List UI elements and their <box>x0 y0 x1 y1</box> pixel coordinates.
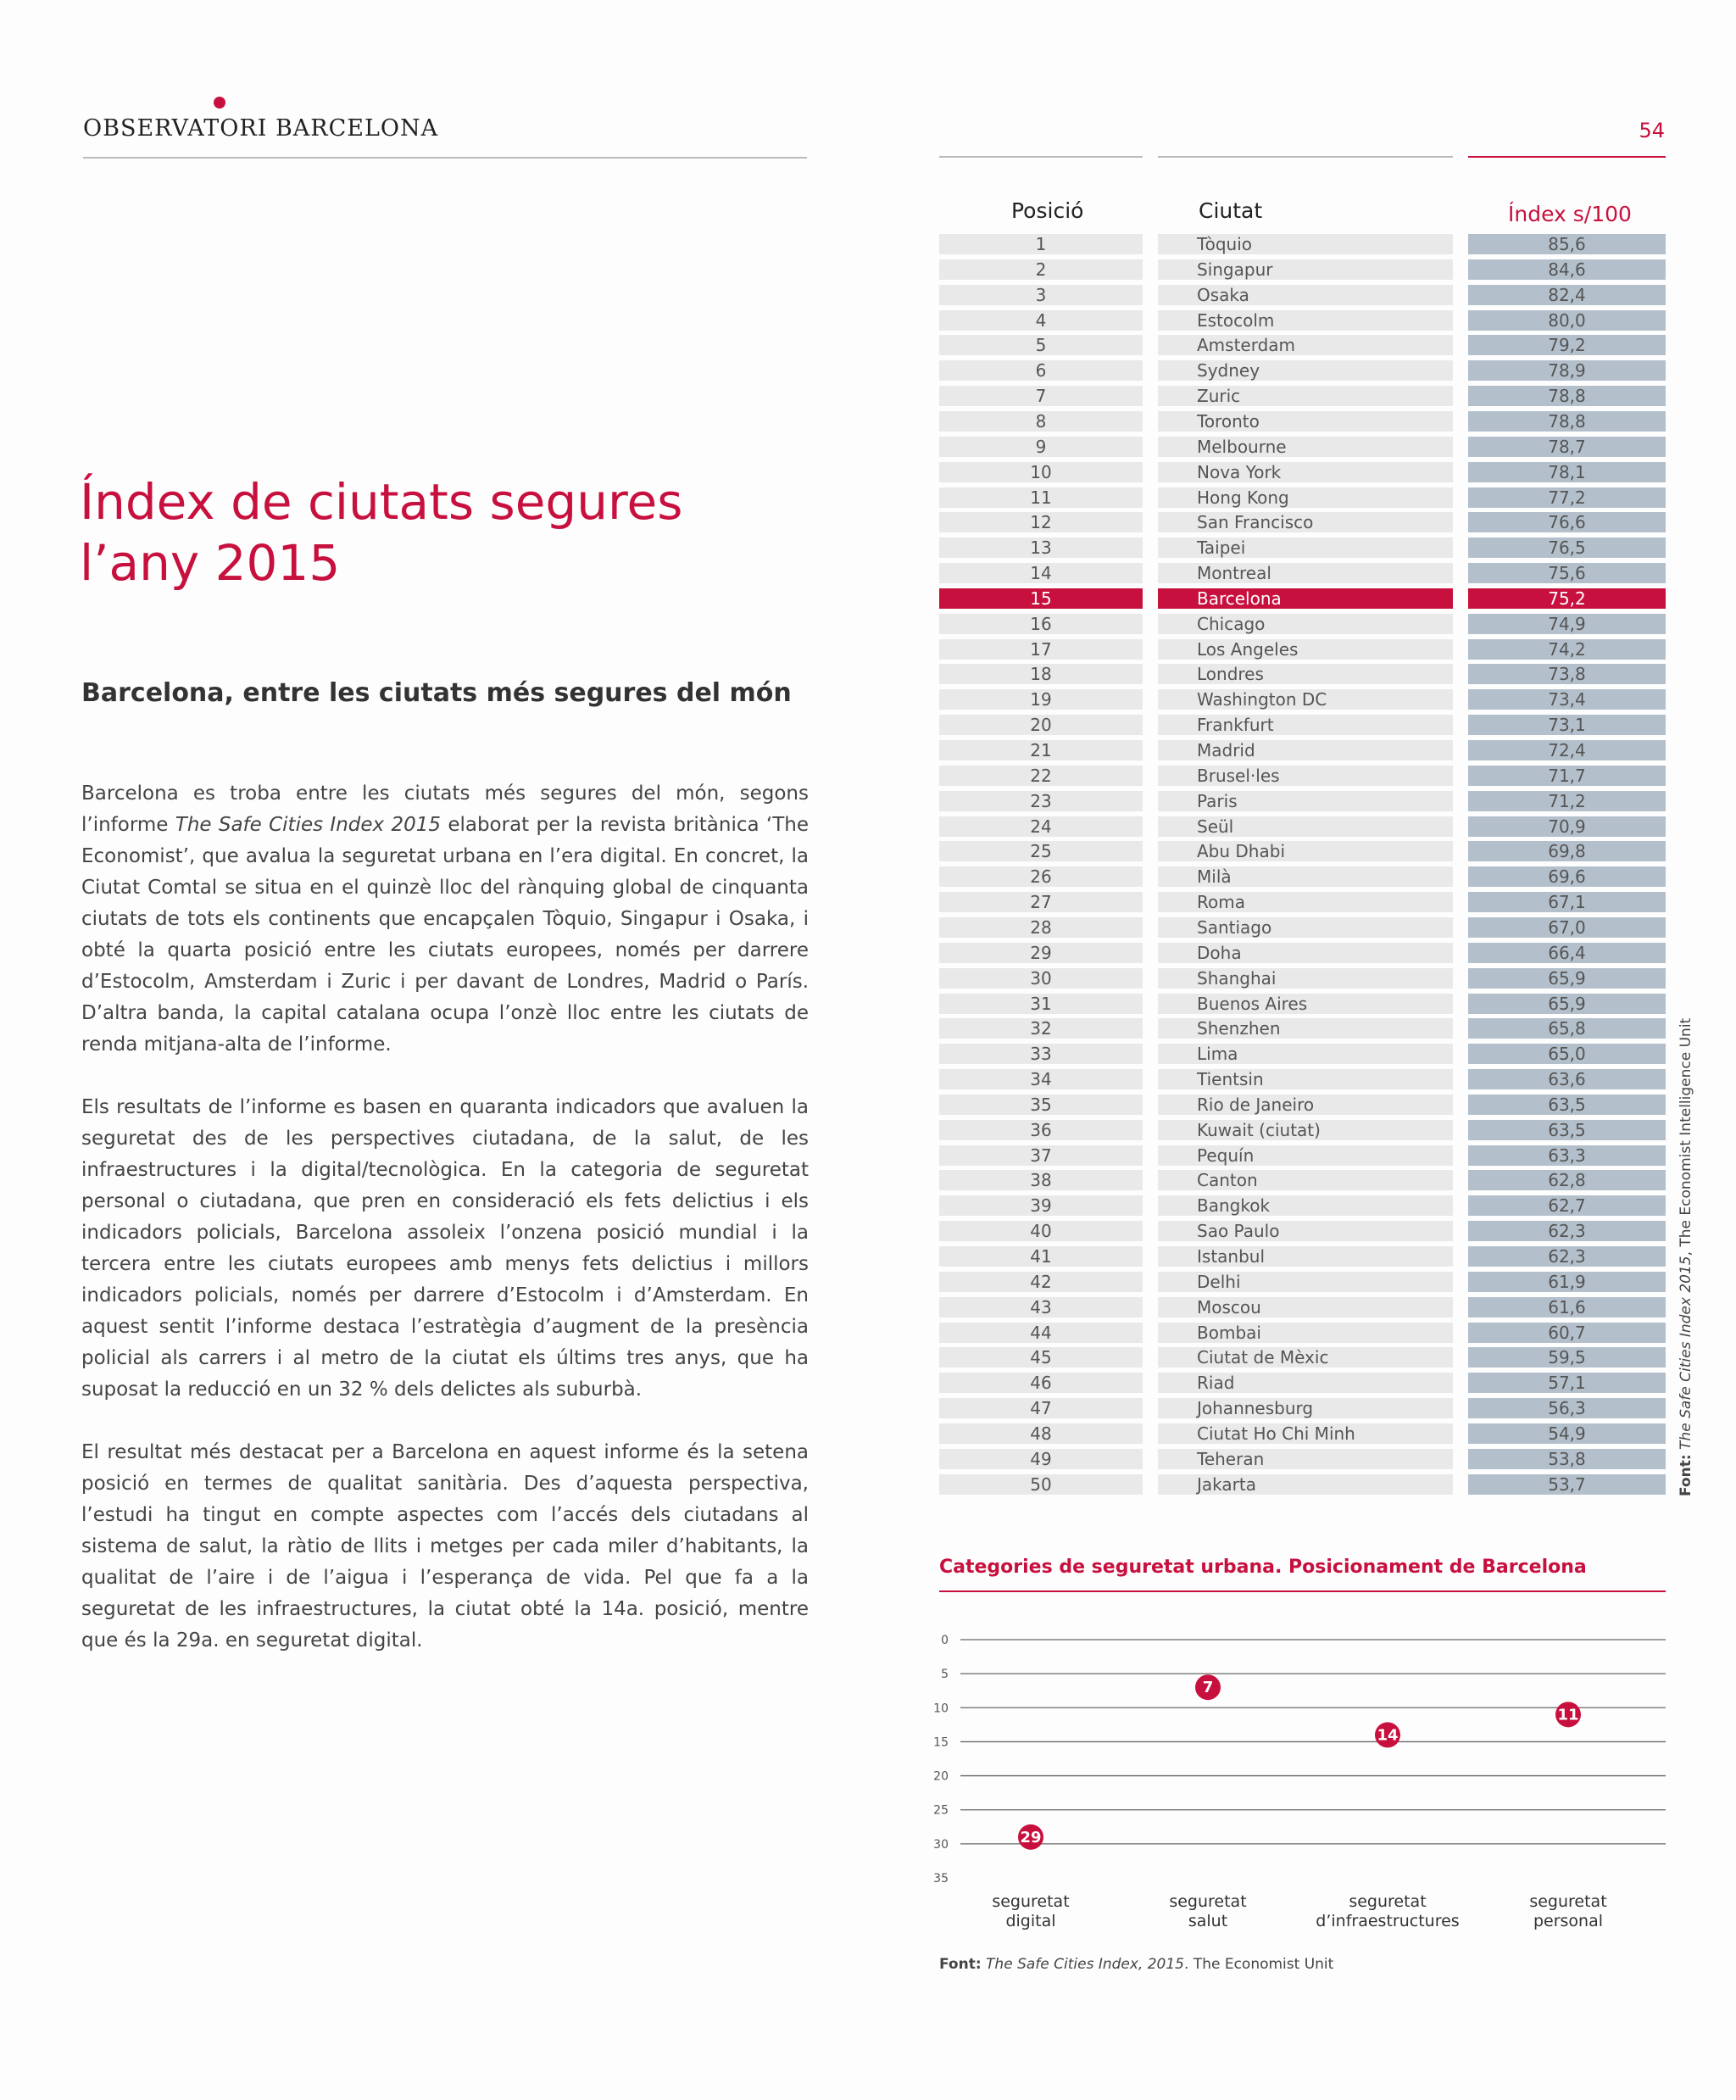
data-point-label: 11 <box>1557 1706 1579 1724</box>
city-cell: Pequín <box>1158 1145 1453 1166</box>
x-category-label: seguretat d’infraestructures <box>1316 1892 1460 1930</box>
table-row <box>0 614 1736 634</box>
rank-cell: 37 <box>939 1145 1143 1166</box>
table-row <box>0 1323 1736 1343</box>
index-cell: 78,1 <box>1468 462 1666 482</box>
column-rule-index <box>1468 156 1666 158</box>
table-row <box>0 791 1736 811</box>
table-row <box>0 1347 1736 1368</box>
city-cell: Los Angeles <box>1158 639 1453 660</box>
city-cell: Santiago <box>1158 917 1453 938</box>
rank-cell: 33 <box>939 1044 1143 1064</box>
table-row <box>0 1120 1736 1140</box>
rank-cell: 6 <box>939 360 1143 381</box>
index-cell: 69,6 <box>1468 866 1666 887</box>
table-row <box>0 639 1736 660</box>
city-cell: Nova York <box>1158 462 1453 482</box>
city-cell: Toronto <box>1158 411 1453 432</box>
city-cell: Taipei <box>1158 538 1453 558</box>
header-position: Posició <box>1011 198 1084 223</box>
city-cell: Barcelona <box>1158 588 1453 609</box>
table-row <box>0 437 1736 457</box>
page-number: 54 <box>1639 119 1665 142</box>
index-cell: 62,3 <box>1468 1246 1666 1267</box>
index-cell: 77,2 <box>1468 487 1666 508</box>
rank-cell: 35 <box>939 1095 1143 1115</box>
table-row <box>0 1373 1736 1393</box>
index-cell: 62,3 <box>1468 1221 1666 1241</box>
x-category-label: seguretat salut <box>1169 1892 1247 1930</box>
index-cell: 69,8 <box>1468 841 1666 861</box>
y-tick-label: 35 <box>933 1872 949 1886</box>
data-point-label: 14 <box>1377 1726 1399 1745</box>
logo: OBSERVATORI BARCELONA <box>83 115 439 142</box>
city-cell: Bangkok <box>1158 1195 1453 1216</box>
index-cell: 75,6 <box>1468 563 1666 583</box>
table-row <box>0 968 1736 989</box>
city-cell: Johannesburg <box>1158 1398 1453 1418</box>
y-tick-label: 30 <box>933 1837 949 1852</box>
logo-dot <box>214 97 225 109</box>
table-row <box>0 1398 1736 1418</box>
city-cell: Singapur <box>1158 259 1453 280</box>
index-cell: 78,8 <box>1468 411 1666 432</box>
index-cell: 60,7 <box>1468 1323 1666 1343</box>
index-cell: 53,8 <box>1468 1449 1666 1469</box>
rank-cell: 42 <box>939 1272 1143 1292</box>
city-cell: Ciutat Ho Chi Minh <box>1158 1423 1453 1444</box>
rank-cell: 20 <box>939 715 1143 735</box>
index-cell: 73,1 <box>1468 715 1666 735</box>
city-cell: Paris <box>1158 791 1453 811</box>
index-cell: 61,9 <box>1468 1272 1666 1292</box>
table-row <box>0 360 1736 381</box>
city-cell: Doha <box>1158 943 1453 963</box>
index-cell: 65,8 <box>1468 1018 1666 1039</box>
city-cell: Zuric <box>1158 386 1453 406</box>
city-cell: Frankfurt <box>1158 715 1453 735</box>
column-rule-position <box>939 156 1143 158</box>
city-cell: Teheran <box>1158 1449 1453 1469</box>
data-point-label: 29 <box>1020 1828 1042 1847</box>
index-cell: 63,3 <box>1468 1145 1666 1166</box>
index-cell: 59,5 <box>1468 1347 1666 1368</box>
index-cell: 67,0 <box>1468 917 1666 938</box>
rank-cell: 2 <box>939 259 1143 280</box>
rank-cell: 44 <box>939 1323 1143 1343</box>
y-tick-label: 10 <box>933 1702 949 1716</box>
index-cell: 84,6 <box>1468 259 1666 280</box>
index-cell: 54,9 <box>1468 1423 1666 1444</box>
y-tick-label: 15 <box>933 1735 949 1750</box>
y-tick-label: 0 <box>941 1634 949 1647</box>
table-row <box>0 1145 1736 1166</box>
city-cell: Seül <box>1158 816 1453 837</box>
rank-cell: 27 <box>939 892 1143 912</box>
rank-cell: 48 <box>939 1423 1143 1444</box>
index-cell: 62,7 <box>1468 1195 1666 1216</box>
city-cell: Ciutat de Mèxic <box>1158 1347 1453 1368</box>
table-row <box>0 386 1736 406</box>
city-cell: Lima <box>1158 1044 1453 1064</box>
table-row <box>0 917 1736 938</box>
rank-cell: 3 <box>939 285 1143 305</box>
city-cell: Hong Kong <box>1158 487 1453 508</box>
rank-cell: 47 <box>939 1398 1143 1418</box>
table-row <box>0 1423 1736 1444</box>
table-row <box>0 1246 1736 1267</box>
city-cell: Londres <box>1158 664 1453 684</box>
rank-cell: 43 <box>939 1297 1143 1317</box>
rank-cell: 17 <box>939 639 1143 660</box>
city-cell: Tòquio <box>1158 234 1453 254</box>
table-row <box>0 943 1736 963</box>
city-cell: Rio de Janeiro <box>1158 1095 1453 1115</box>
rank-cell: 9 <box>939 437 1143 457</box>
table-row <box>0 411 1736 432</box>
x-category-label: seguretat digital <box>992 1892 1070 1930</box>
table-row <box>0 1272 1736 1292</box>
table-row <box>0 1095 1736 1115</box>
table-row <box>0 715 1736 735</box>
table-row <box>0 310 1736 331</box>
y-tick-label: 25 <box>933 1803 949 1818</box>
chart-title: Categories de seguretat urbana. Posicionament de Barcelona <box>939 1557 1587 1578</box>
city-cell: Montreal <box>1158 563 1453 583</box>
header-index: Índex s/100 <box>1508 202 1632 226</box>
rank-cell: 19 <box>939 689 1143 710</box>
city-cell: Canton <box>1158 1170 1453 1190</box>
table-row <box>0 1297 1736 1317</box>
rank-cell: 36 <box>939 1120 1143 1140</box>
ranking-dot-chart <box>928 1624 1674 1937</box>
table-row <box>0 816 1736 837</box>
index-cell: 70,9 <box>1468 816 1666 837</box>
city-cell: Jakarta <box>1158 1474 1453 1495</box>
index-cell: 65,9 <box>1468 994 1666 1014</box>
city-cell: Washington DC <box>1158 689 1453 710</box>
rank-cell: 45 <box>939 1347 1143 1368</box>
rank-cell: 28 <box>939 917 1143 938</box>
city-cell: Delhi <box>1158 1272 1453 1292</box>
index-cell: 82,4 <box>1468 285 1666 305</box>
title-line-2: l’any 2015 <box>80 534 341 592</box>
index-cell: 73,4 <box>1468 689 1666 710</box>
index-cell: 78,7 <box>1468 437 1666 457</box>
data-point <box>1018 1824 1043 1850</box>
paragraph-2: Els resultats de l’informe es basen en quaranta indicadors que avaluen la seguretat des de les perspectives ciutadana, de la salut, de les infraestructures i la digital/tecnològica. En la categoria de seguretat personal o ciutadana, que pren en consideració els fets delictius i els indicadors policials, Barcelona assoleix l’onzena posició mundial i la tercera entre les ciutats europees amb menys fets delictius i millors indicadors policials, només per darrere d’Estocolm i d’Amsterdam. En aquest sentit l’informe destaca l’estratègia d’augment de la presència policial als carrers i al metro de la ciutat els últims tres anys, que ha suposat la reducció en un 32 % dels delictes als suburbà. <box>81 1096 809 1401</box>
rank-cell: 7 <box>939 386 1143 406</box>
rank-cell: 21 <box>939 740 1143 760</box>
city-cell: Estocolm <box>1158 310 1453 331</box>
rank-cell: 41 <box>939 1246 1143 1267</box>
table-row <box>0 1170 1736 1190</box>
table-row <box>0 841 1736 861</box>
index-cell: 65,9 <box>1468 968 1666 989</box>
city-cell: Bombai <box>1158 1323 1453 1343</box>
rank-cell: 11 <box>939 487 1143 508</box>
index-cell: 71,7 <box>1468 766 1666 786</box>
rank-cell: 18 <box>939 664 1143 684</box>
city-cell: Istanbul <box>1158 1246 1453 1267</box>
rank-cell: 50 <box>939 1474 1143 1495</box>
city-cell: Sao Paulo <box>1158 1221 1453 1241</box>
index-cell: 75,2 <box>1468 588 1666 609</box>
x-category-label: seguretat personal <box>1529 1892 1607 1930</box>
rank-cell: 26 <box>939 866 1143 887</box>
index-cell: 61,6 <box>1468 1297 1666 1317</box>
city-cell: Amsterdam <box>1158 335 1453 355</box>
rank-cell: 32 <box>939 1018 1143 1039</box>
table-row <box>0 740 1736 760</box>
rank-cell: 39 <box>939 1195 1143 1216</box>
index-cell: 56,3 <box>1468 1398 1666 1418</box>
index-cell: 57,1 <box>1468 1373 1666 1393</box>
table-row <box>0 1474 1736 1495</box>
table-row <box>0 512 1736 532</box>
rank-cell: 29 <box>939 943 1143 963</box>
city-cell: Abu Dhabi <box>1158 841 1453 861</box>
data-point <box>1195 1674 1221 1700</box>
rank-cell: 23 <box>939 791 1143 811</box>
y-tick-label: 5 <box>941 1668 949 1682</box>
index-cell: 76,5 <box>1468 538 1666 558</box>
index-cell: 73,8 <box>1468 664 1666 684</box>
table-row <box>0 1069 1736 1089</box>
table-row <box>0 664 1736 684</box>
table-row <box>0 563 1736 583</box>
rank-cell: 34 <box>939 1069 1143 1089</box>
city-cell: Osaka <box>1158 285 1453 305</box>
table-row <box>0 462 1736 482</box>
column-rule-city <box>1158 156 1453 158</box>
table-row <box>0 1195 1736 1216</box>
rank-cell: 14 <box>939 563 1143 583</box>
city-cell: Buenos Aires <box>1158 994 1453 1014</box>
table-row <box>0 1221 1736 1241</box>
city-cell: Tientsin <box>1158 1069 1453 1089</box>
table-row <box>0 689 1736 710</box>
index-cell: 74,9 <box>1468 614 1666 634</box>
rank-cell: 22 <box>939 766 1143 786</box>
rank-cell: 31 <box>939 994 1143 1014</box>
rank-cell: 49 <box>939 1449 1143 1469</box>
rank-cell: 12 <box>939 512 1143 532</box>
city-cell: Kuwait (ciutat) <box>1158 1120 1453 1140</box>
city-cell: Brusel·les <box>1158 766 1453 786</box>
paragraph-1: Barcelona es troba entre les ciutats més segures del món, segons l’informe The Safe Cities Index 2015 elaborat per la revista britànica ‘The Economist’, que avalua la seguretat urbana en l’era digital. En concret, la Ciutat Comtal se situa en el quinzè lloc del rànquing global de cinquanta ciutats de tots els continents que encapçalen Tòquio, Singapur i Osaka, i obté la quarta posició entre les ciutats europees, només per darrere d’Estocolm, Amsterdam i Zuric i per davant de Londres, Madrid o París. D’altra banda, la capital catalana ocupa l’onzè lloc entre les ciutats de renda mitjana-alta de l’informe. <box>81 783 809 1056</box>
city-cell: San Francisco <box>1158 512 1453 532</box>
data-point <box>1375 1722 1400 1747</box>
table-row <box>0 285 1736 305</box>
index-cell: 65,0 <box>1468 1044 1666 1064</box>
rank-cell: 1 <box>939 234 1143 254</box>
index-cell: 72,4 <box>1468 740 1666 760</box>
rank-cell: 8 <box>939 411 1143 432</box>
table-row <box>0 335 1736 355</box>
rank-cell: 16 <box>939 614 1143 634</box>
rank-cell: 30 <box>939 968 1143 989</box>
index-cell: 79,2 <box>1468 335 1666 355</box>
index-cell: 62,8 <box>1468 1170 1666 1190</box>
city-cell: Chicago <box>1158 614 1453 634</box>
city-cell: Madrid <box>1158 740 1453 760</box>
index-cell: 53,7 <box>1468 1474 1666 1495</box>
index-cell: 66,4 <box>1468 943 1666 963</box>
table-row <box>0 1018 1736 1039</box>
table-row <box>0 259 1736 280</box>
index-cell: 78,9 <box>1468 360 1666 381</box>
index-cell: 78,8 <box>1468 386 1666 406</box>
index-cell: 76,6 <box>1468 512 1666 532</box>
city-cell: Roma <box>1158 892 1453 912</box>
rank-cell: 10 <box>939 462 1143 482</box>
rank-cell: 38 <box>939 1170 1143 1190</box>
city-cell: Milà <box>1158 866 1453 887</box>
city-cell: Shanghai <box>1158 968 1453 989</box>
paragraph-3: El resultat més destacat per a Barcelona en aquest informe és la setena posició en termes de qualitat sanitària. Des d’aquesta perspectiva, l’estudi ha tingut en compte aspectes com l’accés dels ciutadans al sistema de salut, la ràtio de llits i metges per cada miler d’habitants, la qualitat de l’aire i de l’aigua i l’esperança de vida. Pel que fa a la seguretat de les infraestructures, la ciutat obté la 14a. posició, mentre que és la 29a. en seguretat digital. <box>81 1441 809 1652</box>
rank-cell: 40 <box>939 1221 1143 1241</box>
index-cell: 67,1 <box>1468 892 1666 912</box>
index-cell: 63,5 <box>1468 1095 1666 1115</box>
city-cell: Shenzhen <box>1158 1018 1453 1039</box>
city-cell: Riad <box>1158 1373 1453 1393</box>
table-row <box>0 994 1736 1014</box>
city-cell: Melbourne <box>1158 437 1453 457</box>
rank-cell: 24 <box>939 816 1143 837</box>
table-row <box>0 866 1736 887</box>
rank-cell: 46 <box>939 1373 1143 1393</box>
index-cell: 74,2 <box>1468 639 1666 660</box>
rank-cell: 25 <box>939 841 1143 861</box>
table-row <box>0 234 1736 254</box>
data-point-label: 7 <box>1202 1679 1214 1697</box>
article-subtitle: Barcelona, entre les ciutats més segures del món <box>81 678 792 708</box>
title-line-1: Índex de ciutats segures <box>80 473 683 531</box>
index-cell: 63,6 <box>1468 1069 1666 1089</box>
header-rule-left <box>83 157 807 159</box>
data-point <box>1555 1702 1581 1727</box>
table-row <box>0 588 1736 609</box>
table-row <box>0 766 1736 786</box>
table-row <box>0 1449 1736 1469</box>
index-cell: 63,5 <box>1468 1120 1666 1140</box>
table-row <box>0 487 1736 508</box>
chart-source: Font: The Safe Cities Index, 2015. The Economist Unit <box>939 1956 1334 1973</box>
y-tick-label: 20 <box>933 1769 949 1784</box>
rank-cell: 15 <box>939 588 1143 609</box>
city-cell: Moscou <box>1158 1297 1453 1317</box>
rank-cell: 5 <box>939 335 1143 355</box>
table-row <box>0 892 1736 912</box>
rank-cell: 13 <box>939 538 1143 558</box>
index-cell: 71,2 <box>1468 791 1666 811</box>
table-source: Font: The Safe Cities Index 2015, The Economist Intelligence Unit <box>1678 1017 1694 1496</box>
city-cell: Sydney <box>1158 360 1453 381</box>
table-row <box>0 1044 1736 1064</box>
table-row <box>0 538 1736 558</box>
header-city: Ciutat <box>1199 198 1263 223</box>
index-cell: 80,0 <box>1468 310 1666 331</box>
rank-cell: 4 <box>939 310 1143 331</box>
index-cell: 85,6 <box>1468 234 1666 254</box>
chart-title-rule <box>939 1590 1666 1592</box>
